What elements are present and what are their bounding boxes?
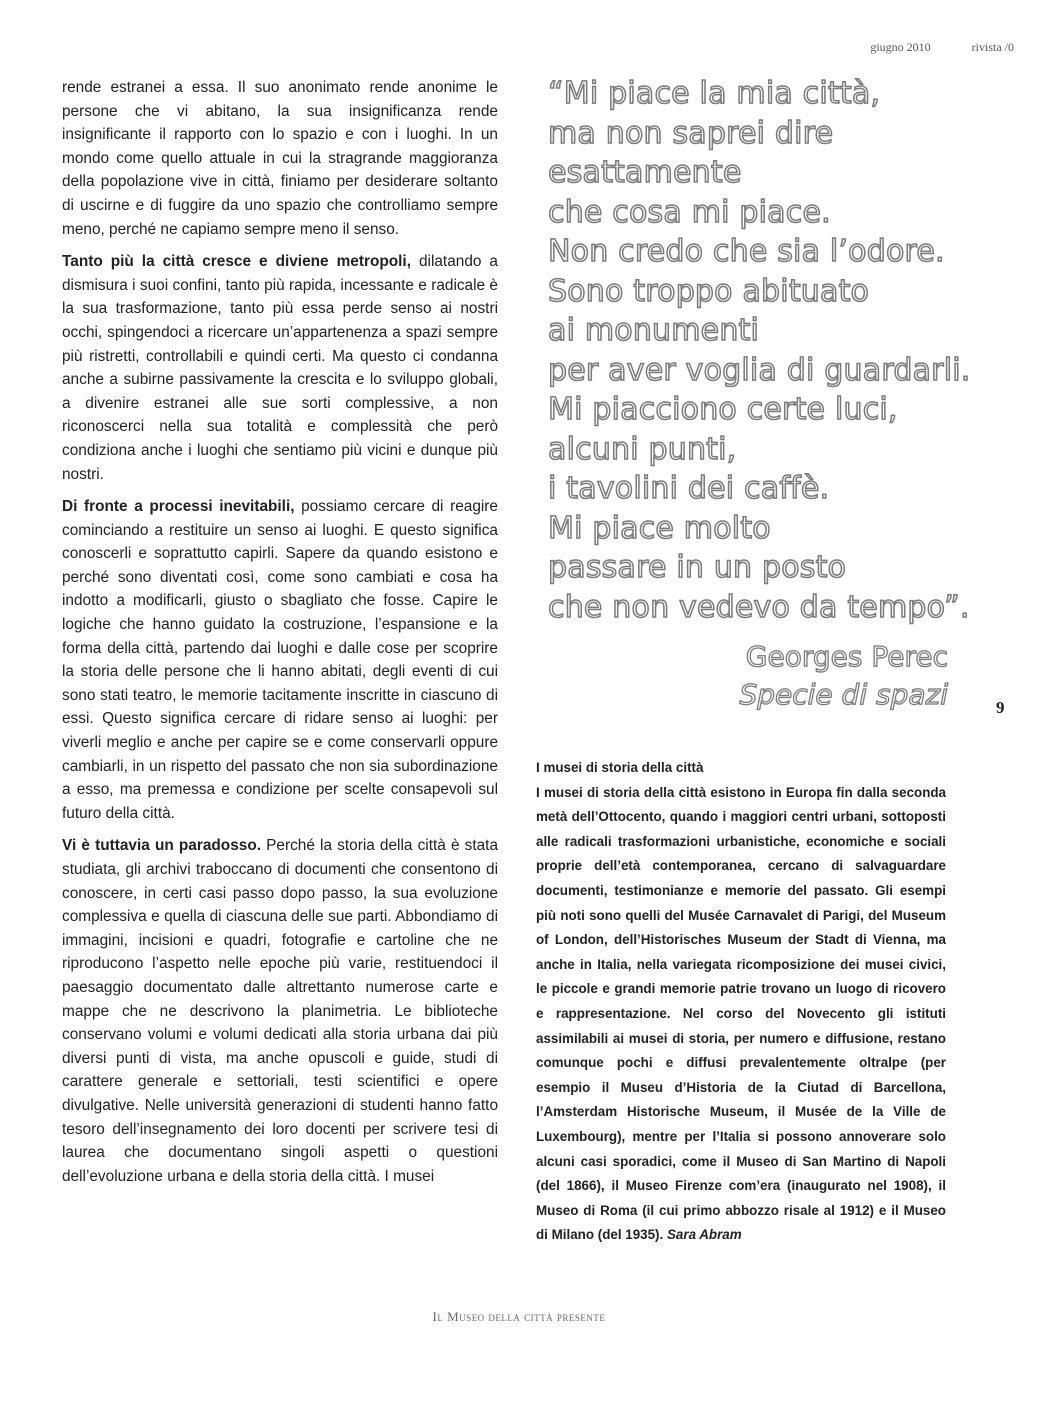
paragraph-text: rende estranei a essa. Il suo anonimato rende anonime le persone che vi abitano, la sua insignificanza rende insignificante il rapporto con lo spazio e con i luoghi. In un mondo come quello attuale in cui la stragrande maggioranza della popolazione vive in città, finiamo per desiderare soltanto di uscirne e di fuggire da uno spazio che controlliamo sempre meno, perché ne capiamo sempre meno il senso. xyxy=(62,79,498,238)
sidebar-box xyxy=(536,756,946,1248)
header-date: giugno 2010 xyxy=(870,40,931,54)
quote-line: alcuni punti, xyxy=(548,431,737,467)
paragraph-text: possiamo cercare di reagire cominciando a restituire un senso ai luoghi. E questo significa conoscerli e soprattutto capirli. Sapere da quando esistono e perché sono diventati così, come sono cambiati e cosa ha indotto a modificarli, giusto o sbagliato che fosse. Capire le logiche che hanno guidato la costruzione, l’espansione e la forma della città, partendo dai luoghi e dalle cose per scoprire la storia delle persone che li hanno abitati, degli eventi di cui sono stati teatro, le memorie tacitamente inscritte in ciascuno di essi. Questo significa cercare di ridare senso ai luoghi: per viverli meglio e anche per capire se e come conservarli oppure cambiarli, in un rispetto del passato che non sia subordinazione a esso, ma premessa e condizione per scelte consapevoli sul futuro della città. xyxy=(62,498,498,822)
paragraph-text: Perché la storia della città è stata studiata, gli archivi traboccano di documenti che consentono di conoscere, in certi casi passo dopo passo, la sua evoluzione complessiva e quella di ciascuna delle sue parti. Abbondiamo di immagini, incisioni e quadri, fotografie e cartoline che ne riproducono l’aspetto nelle epoche più varie, restituendoci il paesaggio documentato dalle altrettanto numerose carte e mappe che ne descrivono la planimetria. Le biblioteche conservano volumi e volumi dedicati alla storia urbana dai più diversi punti di vista, ma anche opuscoli e guide, studi di carattere generale e settoriali, testi scientifici e opere divulgative. Nelle università generazioni di studenti hanno fatto tesoro dell’insegnamento dei loro docenti per scrivere tesi di laurea che documentano singoli aspetti o questioni dell’evoluzione urbana e della storia della città. I musei xyxy=(62,837,499,1185)
quote-author: Georges Perec xyxy=(745,640,948,673)
quote-attribution xyxy=(739,638,948,714)
page-footer: Il Museo della città presente xyxy=(432,1309,606,1324)
quote-line: “Mi piace la mia città, xyxy=(548,76,881,111)
quote-line: Mi piacciono certe luci, xyxy=(548,392,898,427)
page-number: 9 xyxy=(996,698,1005,717)
quote-line: passare in un posto xyxy=(548,550,847,585)
paragraph xyxy=(62,250,498,486)
quote-line: che cosa mi piace. xyxy=(548,194,831,230)
main-text-column xyxy=(62,76,498,1197)
sidebar-author: Sara Abram xyxy=(666,1227,742,1243)
header-issue: rivista /0 xyxy=(971,40,1014,54)
quote-line: Mi piace molto xyxy=(548,510,771,546)
paragraph xyxy=(62,495,498,825)
quote-line: esattamente xyxy=(548,155,742,190)
paragraph-lead: Di fronte a processi inevitabili, xyxy=(62,498,295,516)
quote-line: i tavolini dei caffè. xyxy=(548,471,830,506)
paragraph xyxy=(62,834,498,1188)
paragraph-lead: Tanto più la città cresce e diviene metropoli, xyxy=(62,253,411,271)
sidebar-body: I musei di storia della città esistono in Europa fin dalla seconda metà dell’Ottocento, quando i maggiori centri urbani, sottoposti alle radicali trasformazioni urbanistiche, economiche e sociali proprie dell’età contemporanea, cercano di salvaguardare documenti, testimonianze e memorie del passato. Gli esempi più noti sono quelli del Musée Carnavalet di Parigi, del Museum of London, dell’Historisches Museum der Stadt di Vienna, ma anche in Italia, nella variegata ricomposizione dei musei civici, le piccole e grandi memorie patrie trovano un luogo di ricovero e rappresentazione. Nel corso del Novecento gli istituti assimilabili ai musei di storia, per numero e diffusione, restano comunque pochi e diffusi prevalentemente oltralpe (per esempio il Museu d’Historia de la Ciutad di Barcellona, l’Amsterdam Historische Museum, il Musée de la Ville de Luxembourg), mentre per l’Italia si possono annoverare solo alcuni casi sporadici, come il Museo di San Martino di Napoli (del 1866), il Museo Firenze com’era (inaugurato nel 1908), il Museo di Roma (il cui primo abbozzo risale al 1912) e il Museo di Milano (del 1935). xyxy=(536,784,946,1243)
quote-line: Sono troppo abituato xyxy=(548,273,870,309)
quote-line: ai monumenti xyxy=(548,313,760,348)
paragraph-lead: Vi è tuttavia un paradosso. xyxy=(62,837,262,855)
quote-line: che non vedevo da tempo”. xyxy=(548,589,970,625)
sidebar-title: I musei di storia della città xyxy=(536,760,704,775)
pull-quote xyxy=(548,74,988,627)
quote-line: per aver voglia di guardarli. xyxy=(548,352,971,388)
quote-line: ma non saprei dire xyxy=(548,115,834,151)
paragraph xyxy=(62,76,498,241)
quote-line: Non credo che sia l’odore. xyxy=(548,234,945,269)
quote-book-title: Specie di spazi xyxy=(739,678,948,711)
paragraph-text: dilatando a dismisura i suoi confini, tanto più rapida, incessante e radicale è la sua trasformazione, tanto più essa perde senso ai nostri occhi, spingendoci a ricercare un’appartenenza a spazi sempre più ristretti, controllabili e quindi certi. Ma questo ci condanna anche a subirne passivamente la crescita e lo sviluppo globali, a divenire estranei alle sue sorti complessive, a non riconoscerci nella sua totalità e complessità che però condiziona anche i luoghi che sentiamo più vicini e dunque più nostri. xyxy=(62,253,498,483)
page-header xyxy=(870,40,1014,55)
